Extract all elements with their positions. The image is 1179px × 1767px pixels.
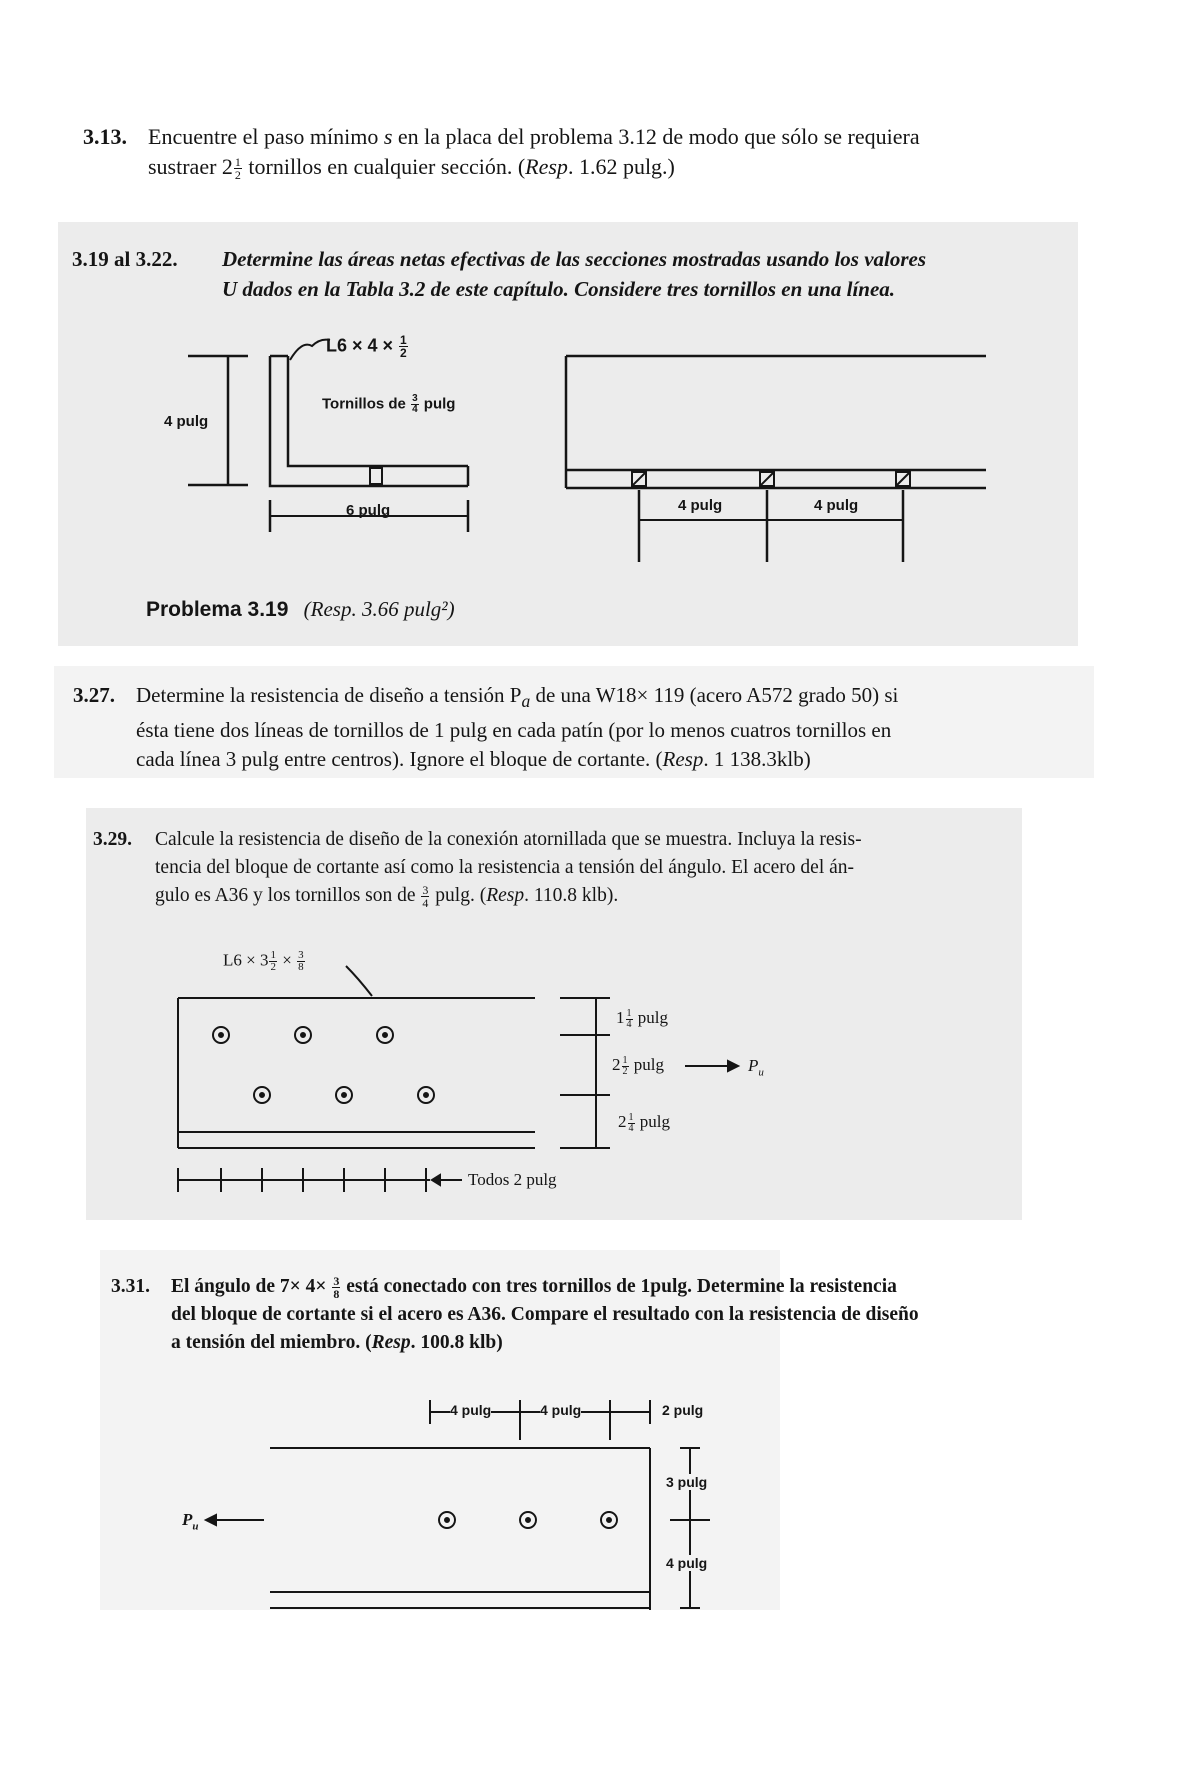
width-label: 6 pulg: [346, 502, 391, 519]
problem-text: [155, 826, 1013, 910]
problem-text: [222, 244, 1072, 304]
problem-line: tencia del bloque de cortante así como la resistencia a tensión del ángulo. El acero del án-: [155, 857, 855, 878]
problem-line: U dados en la Tabla 3.2 de este capítulo. Considere tres tornillos en una línea.: [222, 277, 896, 301]
problem-line: a tensión del miembro. (Resp. 100.8 klb): [171, 1332, 503, 1353]
height-label: 4 pulg: [164, 413, 209, 430]
dim-label: 4 pulg: [540, 1402, 582, 1418]
subscript: a: [521, 691, 531, 712]
resp-label: Resp: [525, 154, 568, 179]
text-run: Determine la resistencia de diseño a tensión P: [136, 683, 522, 707]
variable: s: [383, 124, 393, 149]
text-run: de una W18× 119 (acero A572 grado 50) si: [530, 683, 899, 707]
problem-line: [148, 152, 1083, 182]
angle-label: L6 × 4 × $\frac{1}{2}$: [326, 333, 407, 360]
problem-line: [148, 122, 1083, 152]
force-label: $P_u$: [748, 1056, 764, 1079]
problem-line: [136, 681, 1113, 716]
text-run: Encuentre el paso mínimo: [148, 124, 384, 149]
problem-3-19: [72, 244, 1072, 304]
problem-text: [171, 1273, 1051, 1357]
problem-line: ésta tiene dos líneas de tornillos de 1 pulg en cada patín (por lo menos cuatros tornillos en: [136, 718, 892, 743]
text-run: sustraer 2: [148, 154, 233, 179]
problem-line: cada línea 3 pulg entre centros). Ignore el bloque de cortante. (Resp. 1 138.3klb): [136, 747, 811, 772]
spacing-label: Todos 2 pulg: [468, 1170, 557, 1189]
problem-number: 3.27.: [73, 683, 115, 707]
spacing-label: 4 pulg: [814, 497, 859, 514]
bolts-label: Tornillos de $\frac{3}{4}$ pulg: [322, 393, 456, 415]
spacing-label: 4 pulg: [678, 497, 723, 514]
dim-label: 3 pulg: [666, 1474, 708, 1490]
problem-number: 3.13.: [83, 124, 127, 149]
text-run: en la placa del problema 3.12 de modo que sólo se requiera: [392, 124, 920, 149]
problem-number: 3.31.: [111, 1276, 150, 1297]
dim-label: 2 $\frac{1}{4}$ pulg: [618, 1111, 670, 1134]
problem-line: del bloque de cortante si el acero es A36. Compare el resultado con la resistencia de diseño: [171, 1304, 919, 1325]
problem-3-29: [93, 826, 1013, 910]
problem-line: Calcule la resistencia de diseño de la conexión atornillada que se muestra. Incluya la resis-: [155, 829, 862, 850]
text-run: tornillos en cualquier sección. (: [242, 154, 526, 179]
problem-3-13: [83, 122, 1083, 182]
dim-label: 4 pulg: [450, 1402, 492, 1418]
problem-3-31: [111, 1273, 1051, 1357]
problem-number: 3.19 al 3.22.: [72, 247, 178, 271]
dim-label: 2 pulg: [662, 1402, 704, 1418]
angle-label: L6 × 3 $\frac{1}{2}$ × $\frac{3}{8}$: [223, 949, 304, 973]
resp-value: . 1.62 pulg.): [567, 154, 675, 179]
fraction: $\frac{1}{2}$: [234, 155, 241, 183]
dim-label: 2 $\frac{1}{2}$ pulg: [612, 1054, 664, 1077]
problem-text: [148, 122, 1083, 182]
force-label: $P_u$: [182, 1510, 199, 1533]
dim-label: 4 pulg: [666, 1555, 708, 1571]
problem-number: 3.29.: [93, 829, 132, 850]
problem-line: gulo es A36 y los tornillos son de $\frac{3}{4}$ pulg. (Resp. 110.8 klb).: [155, 883, 619, 911]
figure-caption: Problema 3.19 (Resp. 3.66 pulg²): [146, 597, 455, 621]
problem-line: El ángulo de 7× 4× $\frac{3}{8}$ está conectado con tres tornillos de 1pulg. Determine la resistencia: [171, 1274, 897, 1302]
dim-label: 1 $\frac{1}{4}$ pulg: [616, 1007, 668, 1030]
problem-text: [136, 681, 1113, 774]
problem-line: Determine las áreas netas efectivas de las secciones mostradas usando los valores: [222, 247, 927, 271]
problem-3-27: [73, 681, 1113, 774]
